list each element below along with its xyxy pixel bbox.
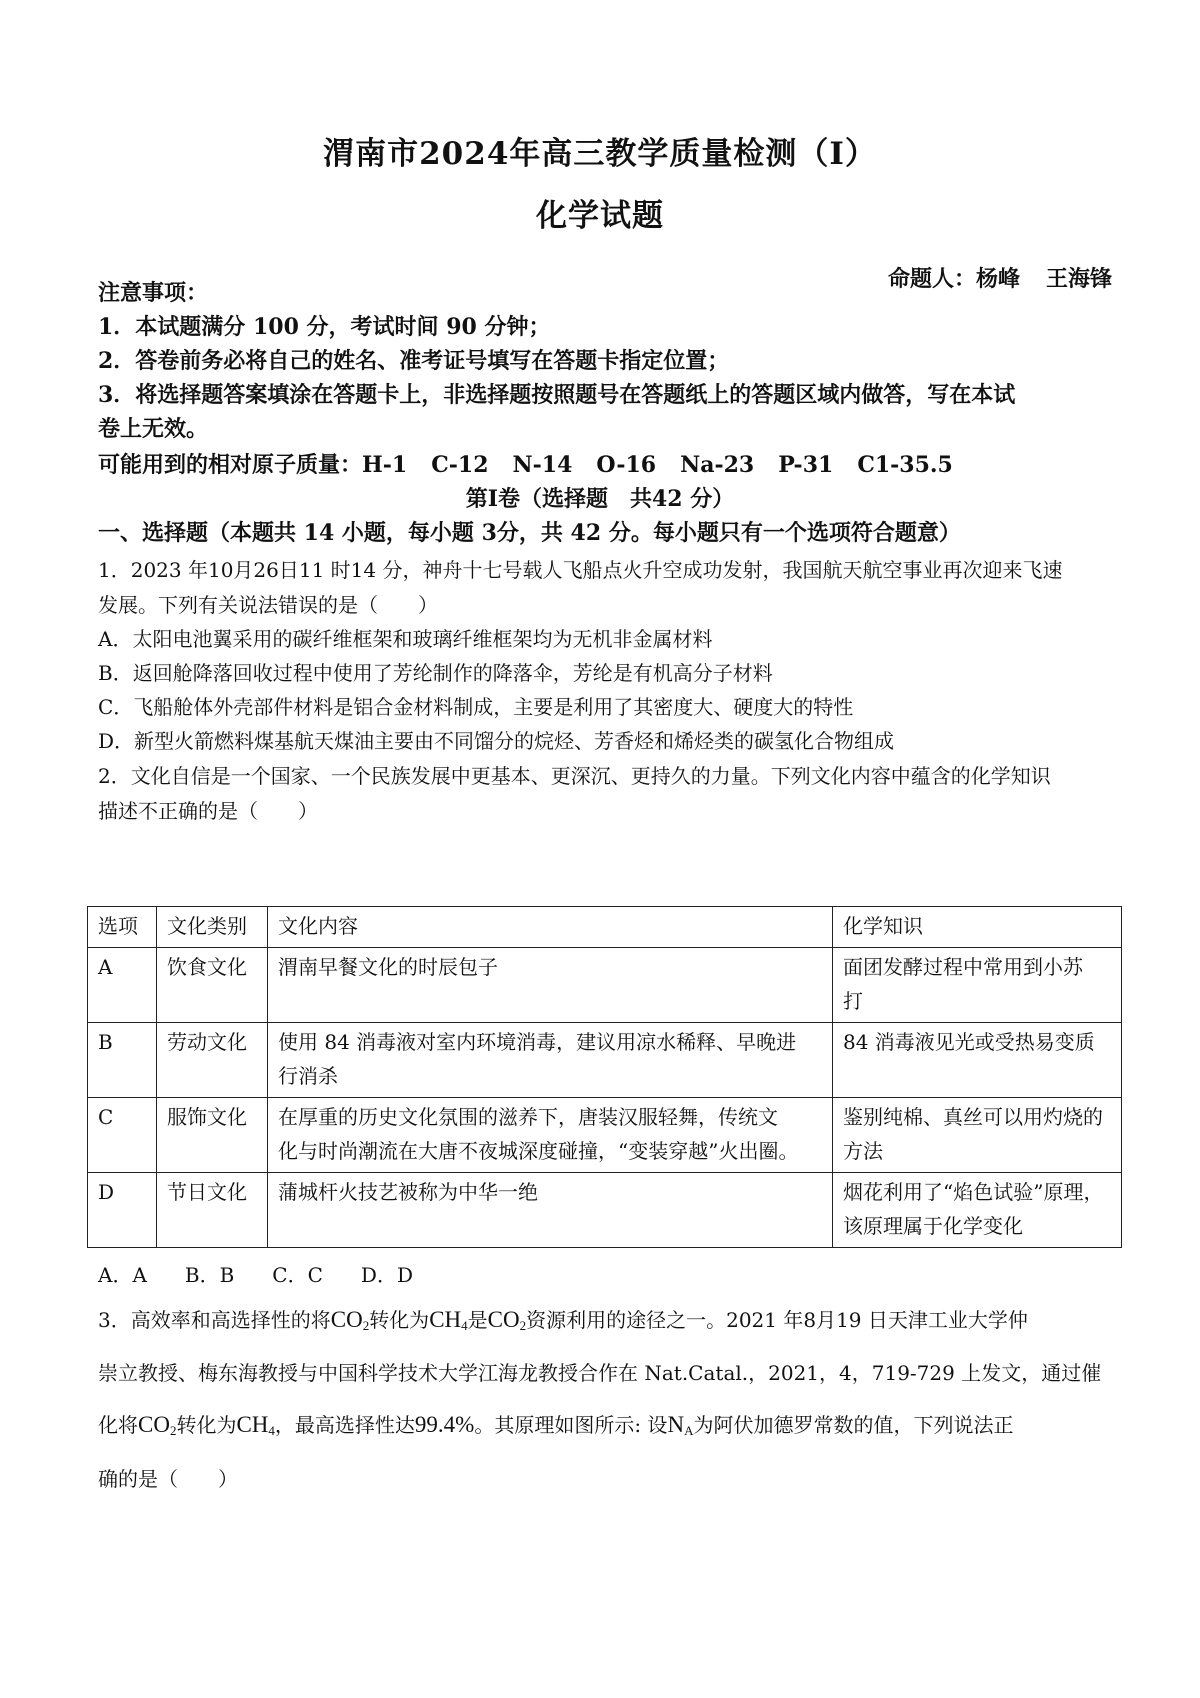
table-cell <box>833 948 1122 1023</box>
cell-line: 烟花利用了“焰色试验”原理， <box>843 1180 1104 1204</box>
q1-stem: 1．2023 年10月26日11 时14 分，神舟十七号载人飞船点火升空成功发射，我国航天航空事业再次迎来飞速 <box>98 558 1063 582</box>
table-cell <box>268 1173 833 1248</box>
formula-base: CH <box>236 1412 269 1437</box>
atomic-masses-label: 可能用到的相对原子质量： <box>98 452 363 478</box>
exam-subtitle: 化学试题 <box>536 198 664 234</box>
q3-stem-line <box>98 1408 1120 1448</box>
culture-table <box>87 906 1122 1248</box>
co2-formula <box>331 1307 369 1332</box>
atomic-mass: C1-35.5 <box>857 452 953 478</box>
atomic-mass: C-12 <box>431 452 489 478</box>
table-cell <box>833 1098 1122 1173</box>
formula-base: CO <box>487 1307 520 1332</box>
formula-sub: A <box>684 1423 694 1438</box>
formula-base: CO <box>138 1412 170 1437</box>
note-item: 3．将选择题答案填涂在答题卡上，非选择题按照题号在答题纸上的答题区域内做答，写在本试 <box>98 382 1016 408</box>
table-cell: 饮食文化 <box>157 948 268 1023</box>
q1-option-c: C．飞船舱体外壳部件材料是铝合金材料制成，主要是利用了其密度大、硬度大的特性 <box>98 695 854 719</box>
author-name: 王海锋 <box>1045 266 1112 292</box>
table-cell <box>833 1023 1122 1098</box>
table-row <box>88 948 1122 1023</box>
table-row <box>88 1023 1122 1098</box>
q3-stem-line: 崇立教授、梅东海教授与中国科学技术大学江海龙教授合作在 Nat.Catal.，2021，4，719-729 上发文，通过催 <box>98 1361 1102 1385</box>
atomic-mass: Na-23 <box>680 452 755 478</box>
q3-text: 转化为 <box>369 1308 430 1332</box>
avogadro-symbol <box>667 1412 693 1437</box>
q2-option-b: B．B <box>184 1263 235 1287</box>
q3-text: 。其原理如图所示: 设 <box>474 1413 668 1437</box>
author-name: 杨峰 <box>975 266 1020 292</box>
q2-option-c: C．C <box>272 1263 323 1287</box>
cell-line: 面团发酵过程中常用到小苏 <box>843 955 1083 979</box>
table-cell: 服饰文化 <box>157 1098 268 1173</box>
q3-stem-line: 确的是（ ） <box>98 1467 238 1491</box>
table-header-row <box>88 907 1122 948</box>
cell-line: 该原理属于化学变化 <box>843 1214 1023 1238</box>
co2-formula <box>138 1412 176 1437</box>
q1-stem: 发展。下列有关说法错误的是（ ） <box>98 593 438 617</box>
cell-line: 打 <box>843 989 863 1013</box>
notes-heading: 注意事项： <box>98 280 209 306</box>
table-cell <box>268 1023 833 1098</box>
table-cell: B <box>88 1023 157 1098</box>
cell-line: 渭南早餐文化的时辰包子 <box>278 955 498 979</box>
table-cell: D <box>88 1173 157 1248</box>
author-label: 命题人： <box>887 266 976 292</box>
q3-text: 资源利用的途径之一。2021 年8月19 日天津工业大学仲 <box>526 1308 1028 1332</box>
co2-formula <box>488 1307 526 1332</box>
note-item: 卷上无效。 <box>98 416 209 442</box>
table-header-cell: 化学知识 <box>833 907 1122 948</box>
cell-line: 行消杀 <box>278 1064 338 1088</box>
selectivity-value: 99.4% <box>414 1412 475 1437</box>
formula-base: CO <box>330 1307 363 1332</box>
table-header-cell: 文化类别 <box>157 907 268 948</box>
q2-option-d: D．D <box>360 1263 413 1287</box>
table-row <box>88 1173 1122 1248</box>
ch4-formula <box>236 1412 274 1437</box>
table-cell: C <box>88 1098 157 1173</box>
cell-line: 鉴别纯棉、真丝可以用灼烧的 <box>843 1105 1103 1129</box>
formula-sub: 2 <box>519 1318 527 1333</box>
q3-text: 转化为 <box>176 1413 237 1437</box>
atomic-masses <box>98 448 1120 482</box>
cell-line: 使用 84 消毒液对室内环境消毒，建议用凉水稀释、早晚进 <box>278 1030 797 1054</box>
table-cell <box>833 1173 1122 1248</box>
atomic-mass: O-16 <box>596 452 657 478</box>
cell-line: 84 消毒液见光或受热易变质 <box>843 1030 1095 1054</box>
table-cell: 劳动文化 <box>157 1023 268 1098</box>
formula-base: CH <box>429 1307 462 1332</box>
atomic-mass: H-1 <box>362 452 408 478</box>
formula-sub: 2 <box>169 1423 177 1438</box>
ch4-formula <box>429 1307 467 1332</box>
note-item: 1．本试题满分 100 分，考试时间 90 分钟； <box>98 314 551 340</box>
q1-option-a: A．太阳电池翼采用的碳纤维框架和玻璃纤维框架均为无机非金属材料 <box>98 627 713 651</box>
cell-line: 在厚重的历史文化氛围的滋养下，唐装汉服轻舞，传统文 <box>278 1105 778 1129</box>
q2-stem: 2．文化自信是一个国家、一个民族发展中更基本、更深沉、更持久的力量。下列文化内容中蕴含的化学知识 <box>98 764 1051 788</box>
q3-text: 3．高效率和高选择性的将 <box>98 1308 331 1332</box>
table-cell <box>268 948 833 1023</box>
table-header-cell: 选项 <box>88 907 157 948</box>
q3-text: 化将 <box>98 1413 138 1437</box>
q3-text: ，最高选择性达 <box>274 1413 415 1437</box>
exam-title: 渭南市2024年高三教学质量检测（I） <box>323 136 877 172</box>
table-cell: 节日文化 <box>157 1173 268 1248</box>
q2-options <box>98 1258 1120 1292</box>
formula-sub: 2 <box>362 1318 370 1333</box>
table-cell <box>268 1098 833 1173</box>
part-title: 一、选择题（本题共 14 小题，每小题 3分，共 42 分。每小题只有一个选项符合题意） <box>98 520 961 546</box>
table-header-cell: 文化内容 <box>268 907 833 948</box>
cell-line: 蒲城杆火技艺被称为中华一绝 <box>278 1180 538 1204</box>
formula-sub: 4 <box>268 1423 275 1438</box>
q2-stem: 描述不正确的是（ ） <box>98 799 318 823</box>
q2-option-a: A．A <box>98 1263 147 1287</box>
q3-stem-line <box>98 1303 1120 1343</box>
q3-text: 是 <box>467 1308 488 1332</box>
q1-option-b: B．返回舱降落回收过程中使用了芳纶制作的降落伞，芳纶是有机高分子材料 <box>98 661 773 685</box>
volume-title: 第Ⅰ卷（选择题 共42 分） <box>465 486 735 512</box>
cell-line: 方法 <box>843 1139 883 1163</box>
formula-sub: 4 <box>461 1318 468 1333</box>
atomic-mass: N-14 <box>512 452 573 478</box>
table-cell: A <box>88 948 157 1023</box>
cell-line: 化与时尚潮流在大唐不夜城深度碰撞，“变装穿越”火出圈。 <box>278 1139 799 1163</box>
formula-base: N <box>667 1412 685 1437</box>
atomic-mass: P-31 <box>778 452 834 478</box>
q3-text: 为阿伏加德罗常数的值，下列说法正 <box>693 1413 1014 1437</box>
table-row <box>88 1098 1122 1173</box>
note-item: 2．答卷前务必将自己的姓名、准考证号填写在答题卡指定位置； <box>98 348 730 374</box>
q1-option-d: D．新型火箭燃料煤基航天煤油主要由不同馏分的烷烃、芳香烃和烯烃类的碳氢化合物组成 <box>98 729 895 753</box>
